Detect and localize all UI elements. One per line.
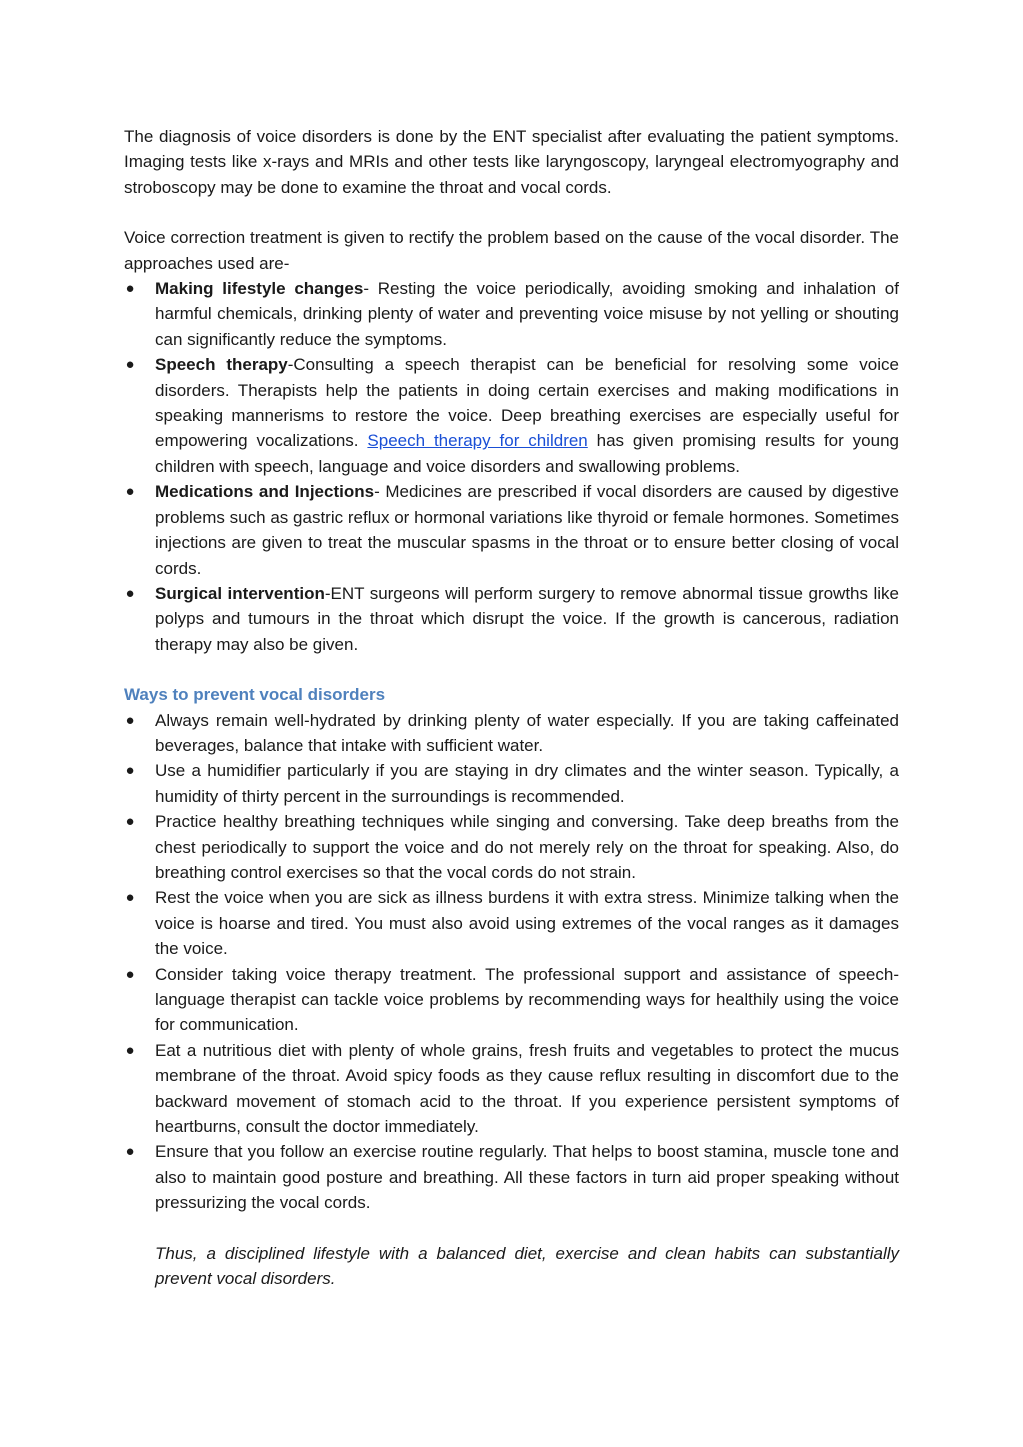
prevention-item [124,1038,899,1140]
prevention-item [124,1139,899,1215]
prevention-item-text: Ensure that you follow an exercise routine regularly. That helps to boost stamina, muscle tone and also to maintain good posture and breathing. All these factors in turn aid proper speaking without pressurizing the vocal cords. [155,1142,899,1213]
prevention-item [124,708,899,759]
prevention-list [124,708,899,1216]
treatment-item-speech-therapy [124,352,899,479]
bullet-icon: ● [125,280,135,298]
paragraph-gap [124,200,899,225]
diagnosis-paragraph: The diagnosis of voice disorders is done by the ENT specialist after evaluating the patient symptoms. Imaging tests like x-rays and MRIs and other tests like laryngoscopy, laryngeal electromyography and stroboscopy may be done to examine the throat and vocal cords. [124,127,899,197]
treatment-item-medications [124,479,899,581]
bullet-icon: ● [125,965,135,983]
treatment-term: Surgical intervention [155,583,325,603]
treatment-text: has given promising results for young children with speech, language and voice disorders and swallowing problems. [155,431,899,476]
bullet-icon: ● [125,584,135,602]
treatment-intro: Voice correction treatment is given to rectify the problem based on the cause of the vocal disorder. The approaches used are- [124,228,899,273]
prevention-heading: Ways to prevent vocal disorders [124,685,386,705]
treatment-term: Making lifestyle changes [155,279,364,299]
prevention-item-text: Use a humidifier particularly if you are staying in dry climates and the winter season. Typically, a humidity of thirty percent in the surroundings is recommended. [155,761,899,806]
bullet-icon: ● [125,1041,135,1059]
treatment-text: -ENT surgeons will perform surgery to remove abnormal tissue growths like polyps and tumours in the throat which disrupt the voice. If the growth is cancerous, radiation therapy may also be given. [155,583,900,654]
treatment-text: - Resting the voice periodically, avoiding smoking and inhalation of harmful chemicals, drinking plenty of water and preventing voice misuse by not yelling or shouting can significantly reduce the symptoms. [155,279,899,349]
bullet-icon: ● [125,483,135,501]
prevention-item [124,962,899,1038]
prevention-item-text: Practice healthy breathing techniques while singing and conversing. Take deep breaths from the chest periodically to support the voice and do not merely rely on the throat for speaking. Also, do breathing control exercises so that the vocal cords do not strain. [155,812,899,882]
paragraph-gap [124,1216,899,1241]
treatment-list [124,276,899,657]
bullet-icon: ● [125,1143,135,1161]
prevention-item-text: Always remain well-hydrated by drinking plenty of water especially. If you are taking caffeinated beverages, balance that intake with sufficient water. [155,710,899,755]
prevention-item-text: Consider taking voice therapy treatment. The professional support and assistance of speech-language therapist can tackle voice problems by recommending ways for healthily using the voice for communication. [155,964,899,1035]
bullet-icon: ● [125,762,135,780]
bullet-icon: ● [125,813,135,831]
treatment-text: - Medicines are prescribed if vocal disorders are caused by digestive problems such as gastric reflux or hormonal variations like thyroid or female hormones. Sometimes injections are given to treat the muscular spasms in the throat or to ensure better closing of vocal cords. [155,482,899,578]
bullet-icon: ● [125,711,135,729]
bullet-icon: ● [125,889,135,907]
prevention-item [124,809,899,885]
treatment-item-surgical [124,581,899,657]
paragraph-gap [124,657,899,682]
treatment-item-lifestyle [124,276,899,352]
prevention-item [124,758,899,809]
prevention-item-text: Eat a nutritious diet with plenty of whole grains, fresh fruits and vegetables to protect the mucus membrane of the throat. Avoid spicy foods as they cause reflux resulting in discomfort due to the backward movement of stomach acid to the throat. If you experience persistent symptoms of heartburns, consult the doctor immediately. [155,1040,899,1137]
document-page [124,124,899,1291]
prevention-item-text: Rest the voice when you are sick as illness burdens it with extra stress. Minimize talking when the voice is hoarse and tired. You must also avoid using extremes of the vocal ranges as it damages the voice. [155,888,899,959]
treatment-term: Speech therapy [155,355,288,375]
bullet-icon: ● [125,356,135,374]
treatment-text: -Consulting a speech therapist can be beneficial for resolving some voice disorders. Therapists help the patients in doing certain exercises and making modifications in speaking mannerisms to restore the voice. Deep breathing exercises are especially useful for empowering vocalizations. [155,355,899,451]
treatment-term: Medications and Injections [155,482,375,502]
prevention-item [124,885,899,961]
speech-therapy-children-link[interactable]: Speech therapy for children [367,431,588,451]
closing-statement: Thus, a disciplined lifestyle with a balanced diet, exercise and clean habits can substantially prevent vocal disorders. [155,1243,899,1289]
